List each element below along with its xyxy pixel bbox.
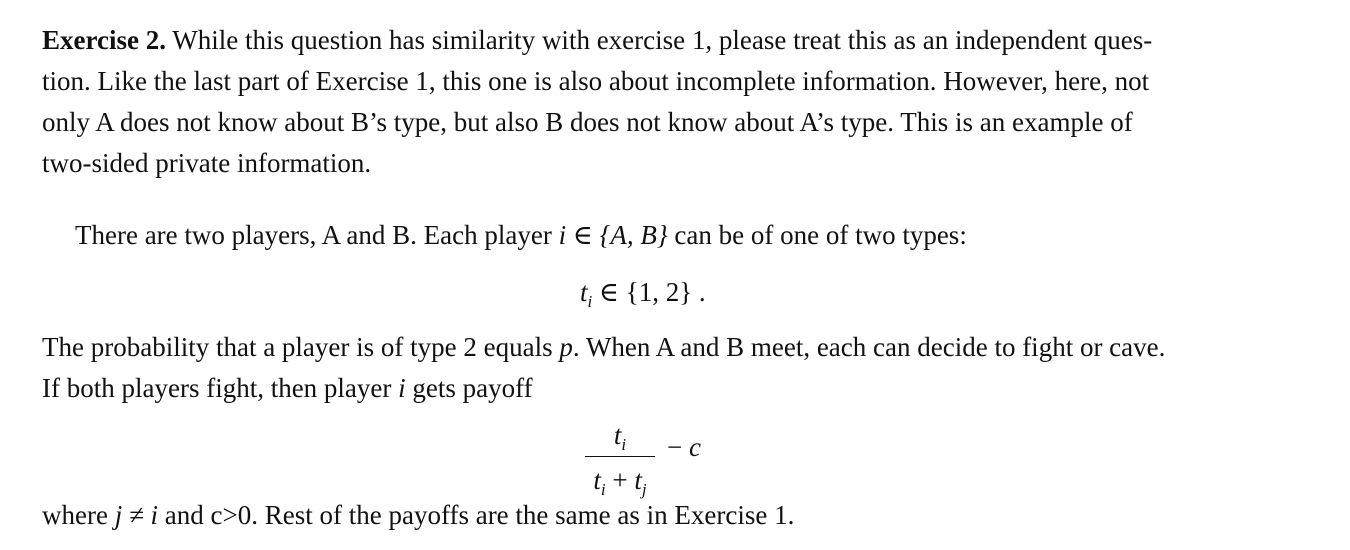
type-equation xyxy=(580,272,706,316)
num-sub: i xyxy=(621,435,627,454)
probability-paragraph xyxy=(42,327,1165,409)
fraction-numerator xyxy=(585,418,655,452)
closing-sentence xyxy=(42,495,794,536)
closing-prefix: where xyxy=(42,500,115,530)
closing-expr: j ≠ i xyxy=(114,500,159,530)
players-set: ∈ {A, B} xyxy=(566,220,668,250)
den-var-2: t xyxy=(634,465,642,495)
exercise-heading: Exercise 2. xyxy=(42,25,166,55)
probability-var: p xyxy=(559,332,573,362)
fraction-denominator xyxy=(585,463,655,497)
cost-var: c xyxy=(688,432,701,462)
players-suffix: can be of one of two types: xyxy=(667,220,967,250)
players-var: i xyxy=(558,220,567,250)
intro-text-1: While this question has similarity with exercise 1, please treat this as an independent ques- xyxy=(165,25,1153,55)
intro-line-2: tion. Like the last part of Exercise 1, this one is also about incomplete information. However, here, not xyxy=(42,66,1150,96)
probability-text-1b: . When A and B meet, each can decide to fight or cave. xyxy=(572,332,1166,362)
payoff-fraction xyxy=(585,418,655,497)
probability-text-1a: The probability that a player is of type 2 equals xyxy=(42,332,560,362)
fraction-bar xyxy=(585,456,655,457)
den-sub-1: i xyxy=(600,480,606,499)
intro-line-1 xyxy=(42,20,1152,61)
intro-line-3: only A does not know about B’s type, but also B does not know about A’s type. This is an example of xyxy=(42,107,1133,137)
type-lhs-var: t xyxy=(580,277,588,307)
payoff-cost-term xyxy=(667,432,701,463)
players-prefix: There are two players, A and B. Each player xyxy=(75,220,559,250)
probability-var-i: i xyxy=(398,373,406,403)
intro-line-4: two-sided private information. xyxy=(42,148,372,178)
probability-text-2b: gets payoff xyxy=(405,373,533,403)
probability-text-2a: If both players fight, then player xyxy=(42,373,399,403)
probability-line-1 xyxy=(42,327,1165,368)
type-lhs-sub: i xyxy=(587,292,593,311)
players-sentence xyxy=(75,215,967,256)
den-var-1: t xyxy=(593,465,601,495)
minus-sign: − xyxy=(667,432,689,462)
den-plus: + xyxy=(605,465,635,495)
type-rhs: ∈ {1, 2} . xyxy=(592,277,706,307)
intro-paragraph xyxy=(42,20,1152,184)
num-var: t xyxy=(613,420,622,450)
probability-line-2 xyxy=(42,368,1165,409)
den-sub-2: j xyxy=(641,480,647,499)
closing-suffix: and c>0. Rest of the payoffs are the same as in Exercise 1. xyxy=(158,500,795,530)
